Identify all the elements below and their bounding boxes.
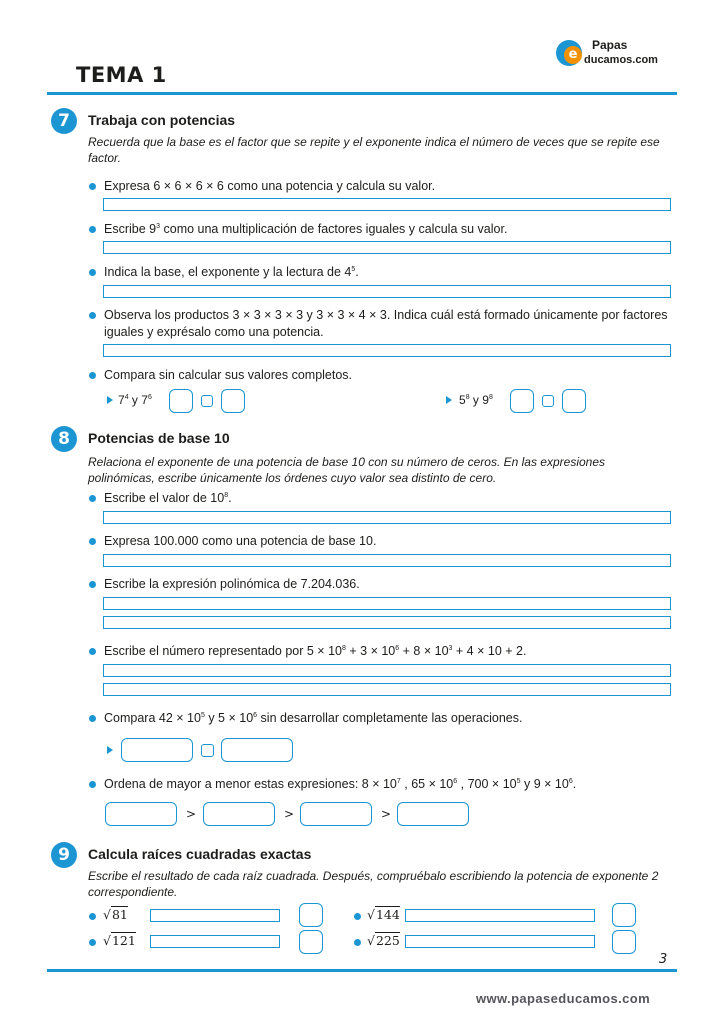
exercise-title-9: Calcula raíces cuadradas exactas [88, 846, 312, 862]
answer-box-right[interactable] [221, 738, 293, 762]
root-answer-line[interactable] [405, 909, 595, 922]
unit-title: TEMA 1 [76, 63, 167, 87]
root-answer-line[interactable] [150, 909, 280, 922]
comparison-sign-box[interactable] [542, 395, 554, 407]
answer-line-8-3a[interactable] [103, 597, 671, 610]
root-answer-line[interactable] [405, 935, 595, 948]
bullet-icon [89, 495, 96, 502]
bullet-icon [89, 715, 96, 722]
logo-text-papas: Papas [592, 38, 628, 52]
answer-line-8-3b[interactable] [103, 616, 671, 629]
compare-expression-2: $5^8$ y $9^8$ [459, 393, 493, 407]
question-text: Escribe el valor de $10^8$. [104, 491, 232, 505]
exercise-number-9: 9 [51, 842, 77, 868]
square-root-81: √81 [103, 907, 128, 922]
root-check-box[interactable] [612, 930, 636, 954]
order-box-2[interactable] [203, 802, 275, 826]
square-root-225: √225 [367, 933, 400, 948]
exercise-title-7: Trabaja con potencias [88, 112, 236, 128]
greater-than-sign: > [284, 807, 295, 821]
order-box-4[interactable] [397, 802, 469, 826]
bullet-icon [89, 226, 96, 233]
question-text: Ordena de mayor a menor estas expresiones: $8 \times 10^7$ , $65 \times 10^6$ , $700 \times 10^5$ y $9 \times 10^6$. [104, 777, 577, 791]
arrow-icon [446, 396, 452, 404]
bullet-icon [89, 538, 96, 545]
root-check-box[interactable] [299, 903, 323, 927]
answer-box-left[interactable] [510, 389, 534, 413]
order-box-1[interactable] [105, 802, 177, 826]
bullet-icon [89, 781, 96, 788]
answer-box-right[interactable] [221, 389, 245, 413]
footer-website: www.papaseducamos.com [476, 991, 651, 1006]
question-7-5 [89, 367, 679, 384]
bullet-icon [89, 939, 96, 946]
papaseducamos-logo [556, 36, 676, 72]
root-check-box[interactable] [299, 930, 323, 954]
question-text: Observa los productos 3 × 3 × 3 × 3 y 3 × 3 × 4 × 3. Indica cuál está formado únicamente por factores iguales y exprésalo como una potencia. [104, 308, 668, 339]
order-box-3[interactable] [300, 802, 372, 826]
answer-line-8-4a[interactable] [103, 664, 671, 677]
answer-box-right[interactable] [562, 389, 586, 413]
question-8-1 [89, 490, 679, 507]
bullet-icon [354, 939, 361, 946]
answer-line-7-1[interactable] [103, 198, 671, 211]
answer-box-left[interactable] [121, 738, 193, 762]
bullet-icon [89, 269, 96, 276]
question-text: Compara sin calcular sus valores completos. [104, 368, 353, 382]
question-text: Escribe la expresión polinómica de 7.204.036. [104, 577, 360, 591]
question-7-4 [89, 307, 679, 341]
question-text: Escribe $9^3$ como una multiplicación de factores iguales y calcula su valor. [104, 222, 508, 236]
question-7-2 [89, 221, 679, 238]
question-8-5 [89, 710, 679, 727]
header-divider [47, 92, 677, 95]
logo-text-educamos: ducamos.com [584, 54, 658, 66]
root-check-box[interactable] [612, 903, 636, 927]
answer-line-7-2[interactable] [103, 241, 671, 254]
question-7-1 [89, 178, 679, 195]
bullet-icon [89, 312, 96, 319]
question-text: Compara $42 \times 10^5$ y $5 \times 10^6$ sin desarrollar completamente las operaciones. [104, 711, 523, 725]
exercise-intro-9: Escribe el resultado de cada raíz cuadrada. Después, compruébalo escribiendo la potencia de exponente 2 correspondiente. [88, 869, 659, 899]
exercise-title-8: Potencias de base 10 [88, 430, 230, 446]
answer-line-8-1[interactable] [103, 511, 671, 524]
question-8-4 [89, 643, 679, 660]
question-8-6 [89, 776, 679, 793]
bullet-icon [89, 372, 96, 379]
logo-e: e [564, 46, 582, 64]
question-text: Indica la base, el exponente y la lectura de $4^5$. [104, 265, 359, 279]
bullet-icon [89, 183, 96, 190]
bullet-icon [89, 648, 96, 655]
answer-box-left[interactable] [169, 389, 193, 413]
comparison-sign-box[interactable] [201, 395, 213, 407]
square-root-121: √121 [103, 933, 136, 948]
question-text: Expresa 100.000 como una potencia de base 10. [104, 534, 377, 548]
greater-than-sign: > [381, 807, 392, 821]
root-answer-line[interactable] [150, 935, 280, 948]
compare-expression-1: $7^4$ y $7^6$ [118, 393, 152, 407]
arrow-icon [107, 396, 113, 404]
bullet-icon [89, 913, 96, 920]
page-number: 3 [659, 952, 668, 967]
bullet-icon [89, 581, 96, 588]
exercise-number-7: 7 [51, 108, 77, 134]
answer-line-8-2[interactable] [103, 554, 671, 567]
bullet-icon [354, 913, 361, 920]
answer-line-8-4b[interactable] [103, 683, 671, 696]
question-text: Escribe el número representado por $5 \times 10^8 + 3 \times 10^6 + 8 \times 10^3 + 4 \times 10 + 2$. [104, 644, 527, 658]
question-text: Expresa 6 × 6 × 6 × 6 como una potencia y calcula su valor. [104, 179, 436, 193]
exercise-intro-8: Relaciona el exponente de una potencia de base 10 con su número de ceros. En las expresiones polinómicas, escribe únicamente los órdenes cuyo valor sea distinto de cero. [88, 455, 606, 485]
greater-than-sign: > [186, 807, 197, 821]
question-7-3 [89, 264, 679, 281]
footer-divider [47, 969, 677, 972]
square-root-144: √144 [367, 907, 400, 922]
answer-line-7-3[interactable] [103, 285, 671, 298]
answer-line-7-4[interactable] [103, 344, 671, 357]
question-8-3 [89, 576, 679, 593]
question-8-2 [89, 533, 679, 550]
exercise-number-8: 8 [51, 426, 77, 452]
arrow-icon [107, 746, 113, 754]
exercise-intro-7: Recuerda que la base es el factor que se repite y el exponente indica el número de veces que se repite ese factor. [88, 135, 660, 165]
comparison-sign-box[interactable] [201, 744, 214, 757]
